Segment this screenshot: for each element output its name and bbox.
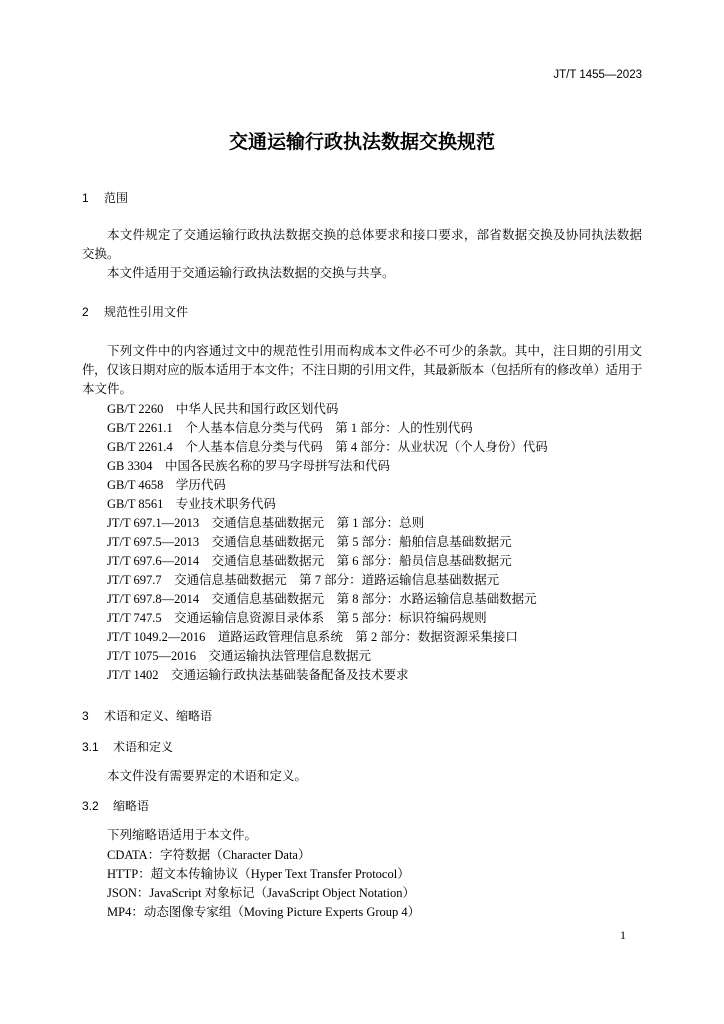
reference-item: JT/T 697.5—2013 交通信息基础数据元 第 5 部分：船舶信息基础数据元: [107, 535, 512, 549]
reference-item: GB/T 8561 专业技术职务代码: [107, 497, 276, 511]
reference-item: JT/T 747.5 交通运输信息资源目录体系 第 5 部分：标识符编码规则: [107, 611, 487, 625]
references-intro-line-1: 下列文件中的内容通过文中的规范性引用而构成本文件必不可少的条款。其中，注日期的引用文: [107, 344, 642, 358]
reference-item: GB/T 2261.1 个人基本信息分类与代码 第 1 部分：人的性别代码: [107, 421, 473, 435]
references-intro-line-3: 本文件。: [82, 382, 133, 396]
abbreviation-item: CDATA：字符数据（Character Data）: [107, 848, 311, 862]
abbreviation-item: MP4：动态图像专家组（Moving Picture Experts Group 4）: [107, 905, 421, 919]
reference-item: JT/T 697.6—2014 交通信息基础数据元 第 6 部分：船员信息基础数据元: [107, 554, 512, 568]
section-1-heading: 范围: [104, 191, 129, 205]
section-1-number: 1: [82, 191, 89, 205]
section-2-number: 2: [82, 305, 89, 319]
reference-item: GB/T 2261.4 个人基本信息分类与代码 第 4 部分：从业状况（个人身份）代码: [107, 440, 548, 454]
section-3-heading: 术语和定义、缩略语: [104, 709, 213, 723]
section-2-heading: 规范性引用文件: [104, 305, 189, 319]
terms-definition-text: 本文件没有需要界定的术语和定义。: [107, 769, 308, 783]
reference-item: GB/T 4658 学历代码: [107, 478, 226, 492]
scope-paragraph-2: 本文件适用于交通运输行政执法数据的交换与共享。: [107, 266, 395, 280]
subsection-3-1-heading: 术语和定义: [113, 740, 174, 754]
scope-paragraph-1-line-2: 交换。: [82, 247, 120, 261]
reference-item: JT/T 697.8—2014 交通信息基础数据元 第 8 部分：水路运输信息基础数据元: [107, 592, 537, 606]
section-3-number: 3: [82, 709, 89, 723]
scope-paragraph-1-line-1: 本文件规定了交通运输行政执法数据交换的总体要求和接口要求，部省数据交换及协同执法数据: [107, 228, 642, 242]
document-title: 交通运输行政执法数据交换规范: [228, 132, 495, 153]
reference-item: GB/T 2260 中华人民共和国行政区划代码: [107, 402, 339, 416]
reference-item: JT/T 1049.2—2016 道路运政管理信息系统 第 2 部分：数据资源采集接口: [107, 630, 518, 644]
reference-item: JT/T 697.1—2013 交通信息基础数据元 第 1 部分：总则: [107, 516, 425, 530]
subsection-3-1-number: 3.1: [82, 740, 99, 754]
reference-item: JT/T 697.7 交通信息基础数据元 第 7 部分：道路运输信息基础数据元: [107, 573, 500, 587]
standard-number: JT/T 1455—2023: [553, 69, 642, 81]
references-intro-line-2: 件，仅该日期对应的版本适用于本文件；不注日期的引用文件，其最新版本（包括所有的修改单）适用于: [82, 363, 642, 377]
page-number: 1: [620, 928, 626, 942]
subsection-3-2-heading: 缩略语: [113, 799, 150, 813]
subsection-3-2-number: 3.2: [82, 799, 99, 813]
abbreviation-item: JSON：JavaScript 对象标记（JavaScript Object Notation）: [107, 886, 415, 900]
reference-item: JT/T 1075—2016 交通运输执法管理信息数据元: [107, 649, 372, 663]
abbreviation-item: HTTP：超文本传输协议（Hyper Text Transfer Protocol）: [107, 867, 410, 881]
reference-item: JT/T 1402 交通运输行政执法基础装备配备及技术要求: [107, 668, 409, 682]
abbreviations-intro: 下列缩略语适用于本文件。: [107, 828, 258, 842]
reference-item: GB 3304 中国各民族名称的罗马字母拼写法和代码: [107, 459, 390, 473]
